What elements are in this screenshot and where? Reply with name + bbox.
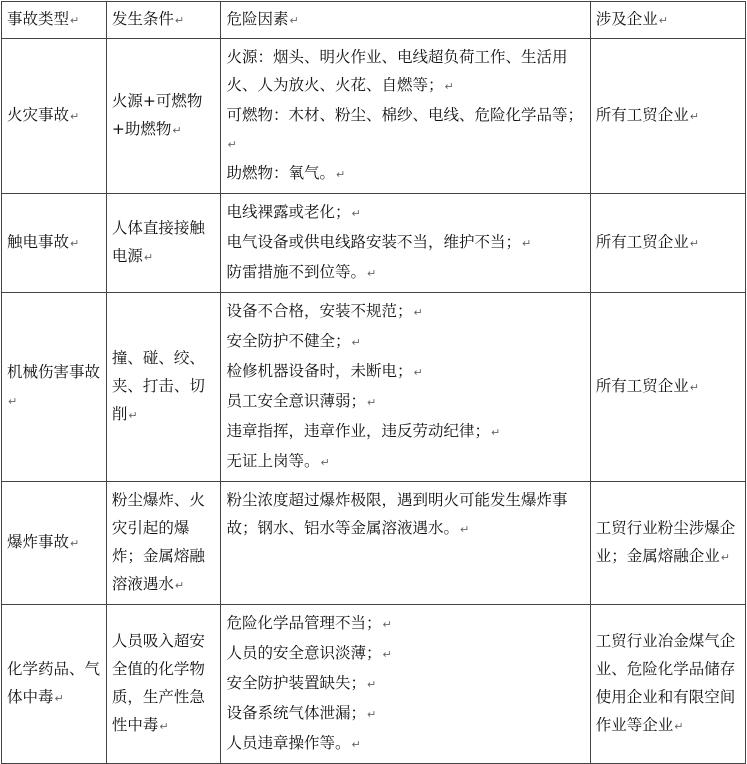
risk-line: 安全防护不健全；↵: [226, 332, 361, 350]
table-row: [2, 194, 746, 293]
risk-line: 无证上岗等。↵: [226, 452, 330, 470]
cell-risk: [221, 482, 590, 605]
risk-line: 粉尘浓度超过爆炸极限，遇到明火可能发生爆炸事故；钢水、铝水等金属溶液遇水。↵: [226, 491, 568, 537]
cell-cond: 撞、碰、绞、夹、打击、切削↵: [106, 293, 221, 482]
cell-risk: [221, 194, 590, 293]
risk-line: 助燃物：氧气。↵: [226, 164, 346, 182]
cell-ent: 所有工贸企业↵: [590, 293, 745, 482]
cell-risk: [221, 293, 590, 482]
risk-line: 人员的安全意识淡薄；↵: [226, 644, 392, 662]
cell-risk: [221, 605, 590, 764]
table-row: [2, 293, 746, 482]
risk-line: 员工安全意识薄弱；↵: [226, 392, 377, 410]
cell-type: 爆炸事故↵: [2, 482, 107, 605]
header-cond: 发生条件↵: [106, 2, 221, 39]
risk-line: 电气设备或供电线路安装不当，维护不当；↵: [226, 233, 532, 251]
table-row: [2, 482, 746, 605]
risk-line: 人员违章操作等。↵: [226, 734, 361, 752]
header-ent: 涉及企业↵: [590, 2, 745, 39]
cell-type: 机械伤害事故↵: [2, 293, 107, 482]
header-row: [2, 2, 746, 39]
cell-cond: 人员吸入超安全值的化学物质，生产性急性中毒↵: [106, 605, 221, 764]
table-row: [2, 39, 746, 194]
cell-cond: 人体直接接触电源↵: [106, 194, 221, 293]
risk-line: 危险化学品管理不当；↵: [226, 614, 392, 632]
risk-line: 安全防护装置缺失；↵: [226, 674, 377, 692]
risk-line: 可燃物：木材、粉尘、棉纱、电线、危险化学品等；↵: [226, 106, 583, 151]
cell-type: 火灾事故↵: [2, 39, 107, 194]
cell-ent: 所有工贸企业↵: [590, 39, 745, 194]
cell-type: 化学药品、气体中毒↵: [2, 605, 107, 764]
risk-line: 违章指挥，违章作业，违反劳动纪律；↵: [226, 422, 501, 440]
cell-type: 触电事故↵: [2, 194, 107, 293]
header-type: 事故类型↵: [2, 2, 107, 39]
risk-line: 检修机器设备时，未断电；↵: [226, 362, 423, 380]
cell-risk: [221, 39, 590, 194]
risk-line: 电线裸露或老化；↵: [226, 203, 361, 221]
risk-line: 设备不合格，安装不规范；↵: [226, 302, 423, 320]
table-row: [2, 605, 746, 764]
risk-line: 火源：烟头、明火作业、电线超负荷工作、生活用火、人为放火、火花、自燃等；↵: [226, 48, 568, 94]
accident-table: [1, 1, 746, 764]
header-risk: 危险因素↵: [221, 2, 590, 39]
cell-ent: 工贸行业冶金煤气企业、危险化学品储存使用企业和有限空间作业等企业↵: [590, 605, 745, 764]
risk-line: 防雷措施不到位等。↵: [226, 263, 377, 281]
cell-cond: 粉尘爆炸、火灾引起的爆炸；金属熔融溶液遇水↵: [106, 482, 221, 605]
cell-cond: 火源+可燃物+助燃物↵: [106, 39, 221, 194]
cell-ent: 工贸行业粉尘涉爆企业；金属熔融企业↵: [590, 482, 745, 605]
risk-line: 设备系统气体泄漏；↵: [226, 704, 377, 722]
cell-ent: 所有工贸企业↵: [590, 194, 745, 293]
